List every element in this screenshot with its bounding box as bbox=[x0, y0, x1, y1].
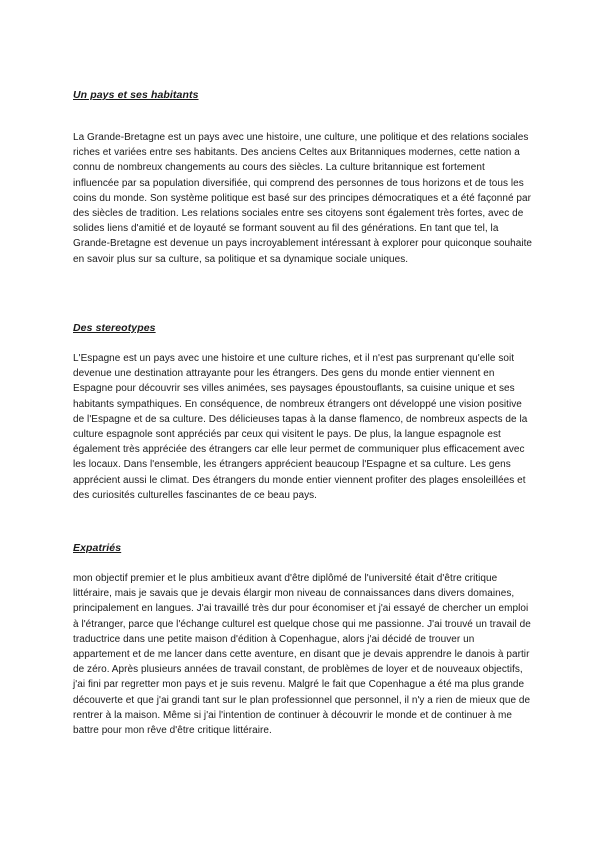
section-heading: Des stereotypes bbox=[73, 322, 156, 334]
section-heading: Un pays et ses habitants bbox=[73, 89, 199, 101]
section-paragraph: mon objectif premier et le plus ambitieux avant d'être diplômé de l'université était d'être critique littéraire, mais je savais que je devais élargir mon niveau de connaissances dans divers domaines, principalement en langues. J'ai travaillé très dur pour économiser et j'ai essayé de chercher un emploi à l'étranger, parce que l'échange culturel est quelque chose qui me passionne. J'ai trouvé un travail de traductrice dans une petite maison d'édition à Copenhague, alors j'ai décidé de trouver un appartement et de me lancer dans cette aventure, en disant que je devais apprendre le danois à partir de zéro. Après plusieurs années de travail constant, de problèmes de loyer et de nouveaux objectifs, j'ai fini par regretter mon pays et je suis revenu. Malgré le fait que Copenhague a été ma plus grande découverte et que j'ai grandi tant sur le plan professionnel que personnel, il n'y a rien de mieux que de rentrer à la maison. Même si j'ai l'intention de continuer à découvrir le monde et de continuer à me battre pour mon rêve d'être critique littéraire. bbox=[73, 573, 531, 737]
section-stereotypes bbox=[73, 321, 533, 503]
section-heading: Expatriés bbox=[73, 542, 122, 554]
section-expatries bbox=[73, 541, 533, 738]
section-paragraph: L'Espagne est un pays avec une histoire et une culture riches, et il n'est pas surprenant qu'elle soit devenue une destination attrayante pour les étrangers. Des gens du monde entier viennent en Espagne pour découvrir ses villes animées, ses paysages époustouflants, sa cuisine unique et ses habitants sympathiques. En conséquence, de nombreux étrangers ont développé une vision positive de l'Espagne et de sa culture. Des délicieuses tapas à la danse flamenco, de nombreux aspects de la culture espagnole sont appréciés par ceux qui visitent le pays. De plus, la langue espagnole est également très appréciée des étrangers car elle leur permet de communiquer plus efficacement avec les locaux. Dans l'ensemble, les étrangers apprécient beaucoup l'Espagne et sa culture. Les gens apprécient aussi le climat. Des étrangers du monde entier viennent profiter des plages ensoleillées et des curiosités culturelles fascinantes de ce beau pays. bbox=[73, 353, 528, 501]
section-paragraph: La Grande-Bretagne est un pays avec une histoire, une culture, une politique et des relations sociales riches et variées entre ses habitants. Des anciens Celtes aux Britanniques modernes, cette nation a connu de nombreux changements au cours des siècles. La culture britannique est fortement influencée par sa population diversifiée, qui comprend des personnes de tous horizons et de tous les coins du monde. Son système politique est basé sur des principes démocratiques et a été façonné par des siècles de tradition. Les relations sociales entre ses citoyens sont également très fortes, avec de solides liens d'amitié et de loyauté se formant souvent au fil des générations. En tant que tel, la Grande-Bretagne est devenue un pays incroyablement intéressant à explorer pour quiconque souhaite en savoir plus sur sa culture, sa politique et sa dynamique sociale uniques. bbox=[73, 132, 533, 265]
section-un-pays bbox=[73, 88, 533, 267]
